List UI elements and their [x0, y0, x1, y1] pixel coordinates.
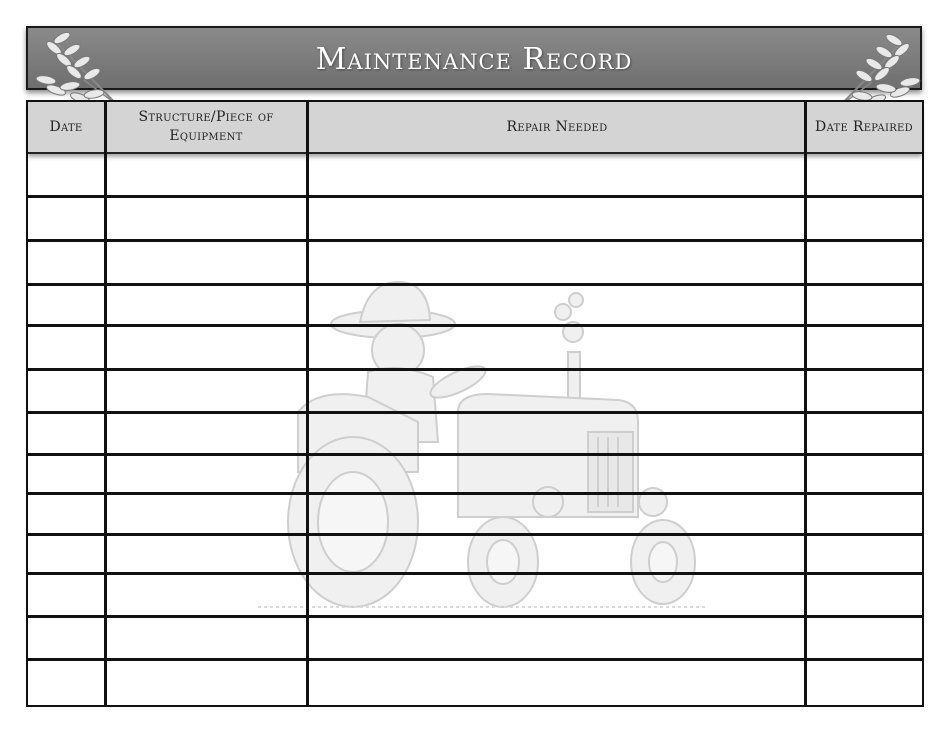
row-divider — [28, 324, 922, 327]
page-title: Maintenance Record — [315, 42, 633, 77]
column-header-date: Date — [49, 118, 83, 135]
table-header-row — [28, 102, 922, 154]
row-divider — [28, 283, 922, 286]
record-table — [26, 100, 924, 707]
row-divider — [28, 239, 922, 242]
column-header-structure: Structure/Piece of Equipment — [138, 109, 274, 144]
column-header-date-repaired: Date Repaired — [815, 118, 913, 135]
row-divider — [28, 368, 922, 371]
row-divider — [28, 492, 922, 495]
row-divider — [28, 195, 922, 198]
row-divider — [28, 572, 922, 575]
row-divider — [28, 658, 922, 661]
title-band — [26, 26, 922, 90]
column-header-repair-needed: Repair Needed — [506, 118, 608, 135]
row-divider — [28, 615, 922, 618]
row-divider — [28, 411, 922, 414]
row-divider — [28, 533, 922, 536]
row-divider — [28, 453, 922, 456]
